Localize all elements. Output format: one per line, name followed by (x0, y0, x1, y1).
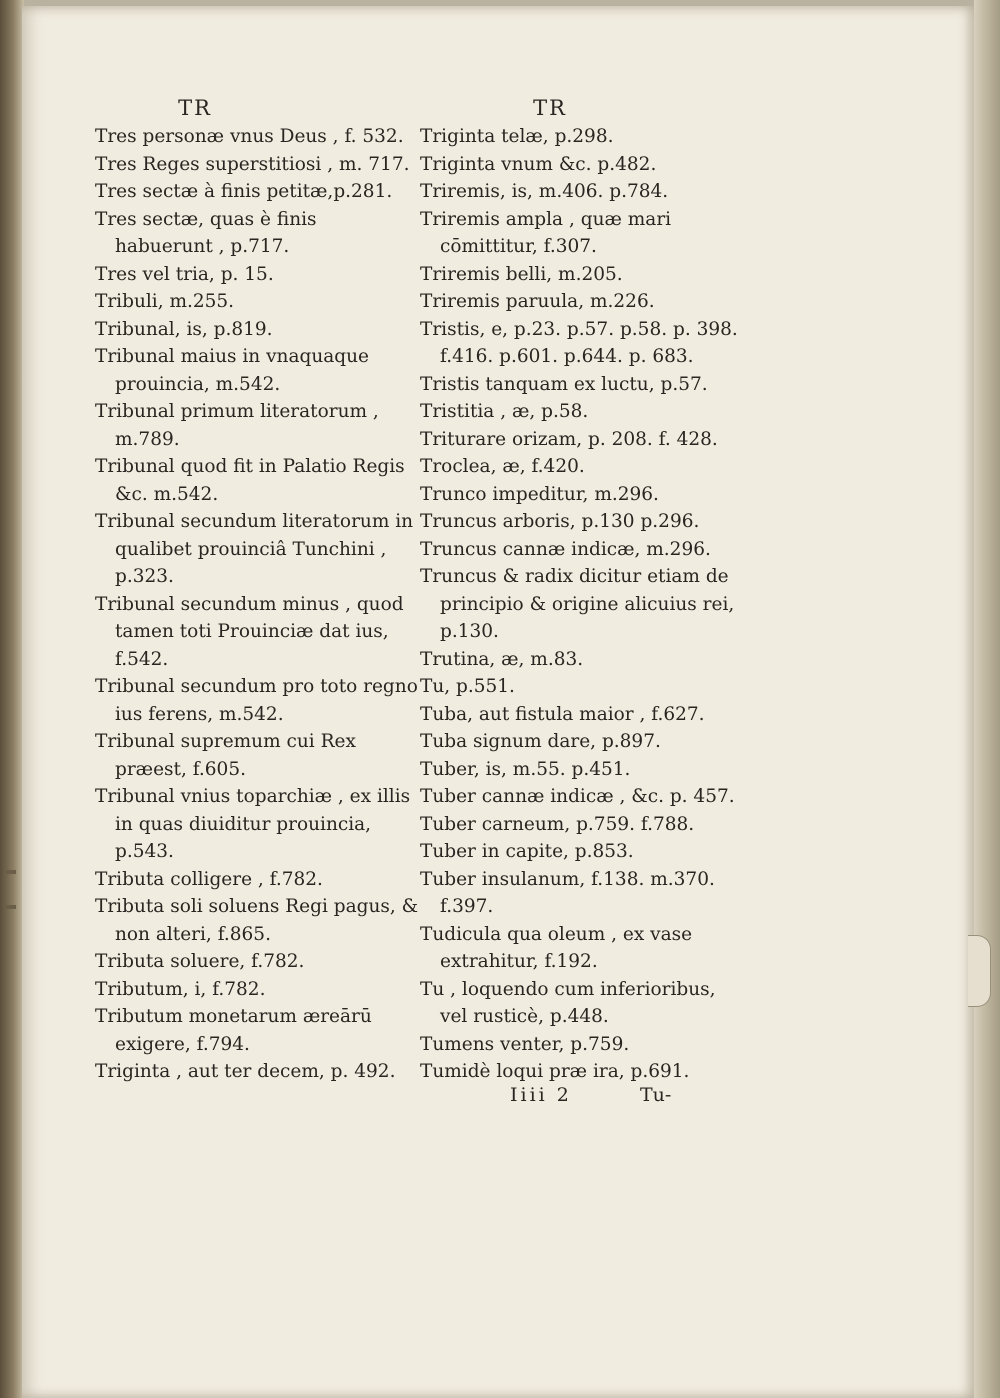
index-entry: Tuber insulanum, f.138. m.370. f.397. (420, 868, 715, 917)
index-entry: Tuber, is, m.55. p.451. (420, 758, 631, 780)
catchword: Tu- (640, 1084, 672, 1106)
index-entry: Triginta telæ, p.298. (420, 126, 614, 147)
index-entry: Tribunal maius in vnaquaque prouincia, m.542. (95, 346, 369, 395)
index-entry: Tributum monetarum æreārū exigere, f.794. (95, 1006, 372, 1055)
index-entry: Triremis ampla , quæ mari cōmittitur, f.307. (420, 208, 672, 257)
index-entry: Tribunal secundum literatorum in qualibet prouinciâ Tunchini , p.323. (95, 511, 414, 587)
index-entry: Tristis tanquam ex luctu, p.57. (420, 373, 708, 395)
index-entry: Tribuli, m.255. (95, 291, 235, 312)
index-entry: Triginta , aut ter decem, p. 492. (95, 1061, 396, 1082)
index-entry: Tres vel tria, p. 15. (95, 263, 274, 285)
index-entry: Tres sectæ, quas è finis habuerunt , p.717. (95, 208, 317, 257)
index-entry: Tristitia , æ, p.58. (420, 401, 589, 422)
index-entry: Tribunal supremum cui Rex præest, f.605. (95, 731, 356, 780)
index-entry: Triremis paruula, m.226. (420, 291, 655, 312)
page-edge (974, 0, 1000, 1398)
index-entry: Tributa colligere , f.782. (95, 868, 323, 890)
index-entry: Tribunal, is, p.819. (95, 318, 273, 340)
index-entry: Triremis belli, m.205. (420, 263, 623, 285)
signature-mark: Iiii 2 (510, 1084, 572, 1106)
right-column (420, 95, 740, 1086)
index-entry: Tuber cannæ indicæ , &c. p. 457. (420, 786, 735, 807)
index-tab (968, 935, 991, 1007)
index-entry: Tu, p.551. (420, 676, 515, 697)
index-entry: Tu , loquendo cum inferioribus, vel rusticè, p.448. (420, 978, 716, 1027)
book-binding (0, 0, 24, 1398)
index-entry: Tres Reges superstitiosi , m. 717. (95, 153, 410, 175)
index-entry: Trutina, æ, m.83. (420, 648, 584, 670)
right-entry-list (420, 123, 740, 1086)
index-entry: Trunco impeditur, m.296. (420, 483, 659, 505)
index-entry: Tumens venter, p.759. (420, 1033, 630, 1055)
index-entry: Tributum, i, f.782. (95, 978, 266, 1000)
index-entry: Tributa soluere, f.782. (95, 951, 305, 972)
index-entry: Tuba signum dare, p.897. (420, 731, 661, 752)
index-entry: Tumidè loqui præ ira, p.691. (420, 1061, 690, 1082)
right-running-head: TR (533, 96, 567, 120)
index-entry: Tuba, aut fistula maior , f.627. (420, 703, 705, 725)
index-entry: Tres personæ vnus Deus , f. 532. (95, 126, 404, 147)
index-entry: Truncus cannæ indicæ, m.296. (420, 538, 711, 560)
index-entry: Tribunal secundum minus , quod tamen toti Prouinciæ dat ius, f.542. (95, 593, 404, 670)
left-entry-list (95, 123, 420, 1086)
index-entry: Tuber in capite, p.853. (420, 841, 634, 862)
index-entry: Tribunal secundum pro toto regno ius ferens, m.542. (95, 676, 418, 725)
index-entry: Tribunal vnius toparchiæ , ex illis in quas diuiditur prouincia, p.543. (95, 786, 411, 862)
index-entry: Tudicula qua oleum , ex vase extrahitur, f.192. (420, 923, 693, 972)
margin-mark (6, 870, 16, 874)
index-entry: Triturare orizam, p. 208. f. 428. (420, 428, 718, 450)
index-entry: Truncus & radix dicitur etiam de principio & origine alicuius rei, p.130. (420, 566, 735, 642)
index-entry: Tribunal quod fit in Palatio Regis &c. m.542. (95, 456, 405, 505)
index-entry: Tuber carneum, p.759. f.788. (420, 813, 695, 835)
index-entry: Triginta vnum &c. p.482. (420, 153, 657, 175)
index-entry: Tres sectæ à finis petitæ,p.281. (95, 181, 393, 202)
index-entry: Tributa soli soluens Regi pagus, & non alteri, f.865. (95, 896, 419, 945)
left-column (95, 95, 420, 1086)
index-entry: Tristis, e, p.23. p.57. p.58. p. 398. f.416. p.601. p.644. p. 683. (420, 318, 738, 367)
index-entry: Triremis, is, m.406. p.784. (420, 181, 669, 202)
index-entry: Tribunal primum literatorum , m.789. (95, 401, 379, 450)
index-entry: Troclea, æ, f.420. (420, 456, 585, 477)
margin-mark (6, 905, 16, 909)
index-entry: Truncus arboris, p.130 p.296. (420, 511, 700, 532)
left-running-head: TR (178, 96, 212, 120)
